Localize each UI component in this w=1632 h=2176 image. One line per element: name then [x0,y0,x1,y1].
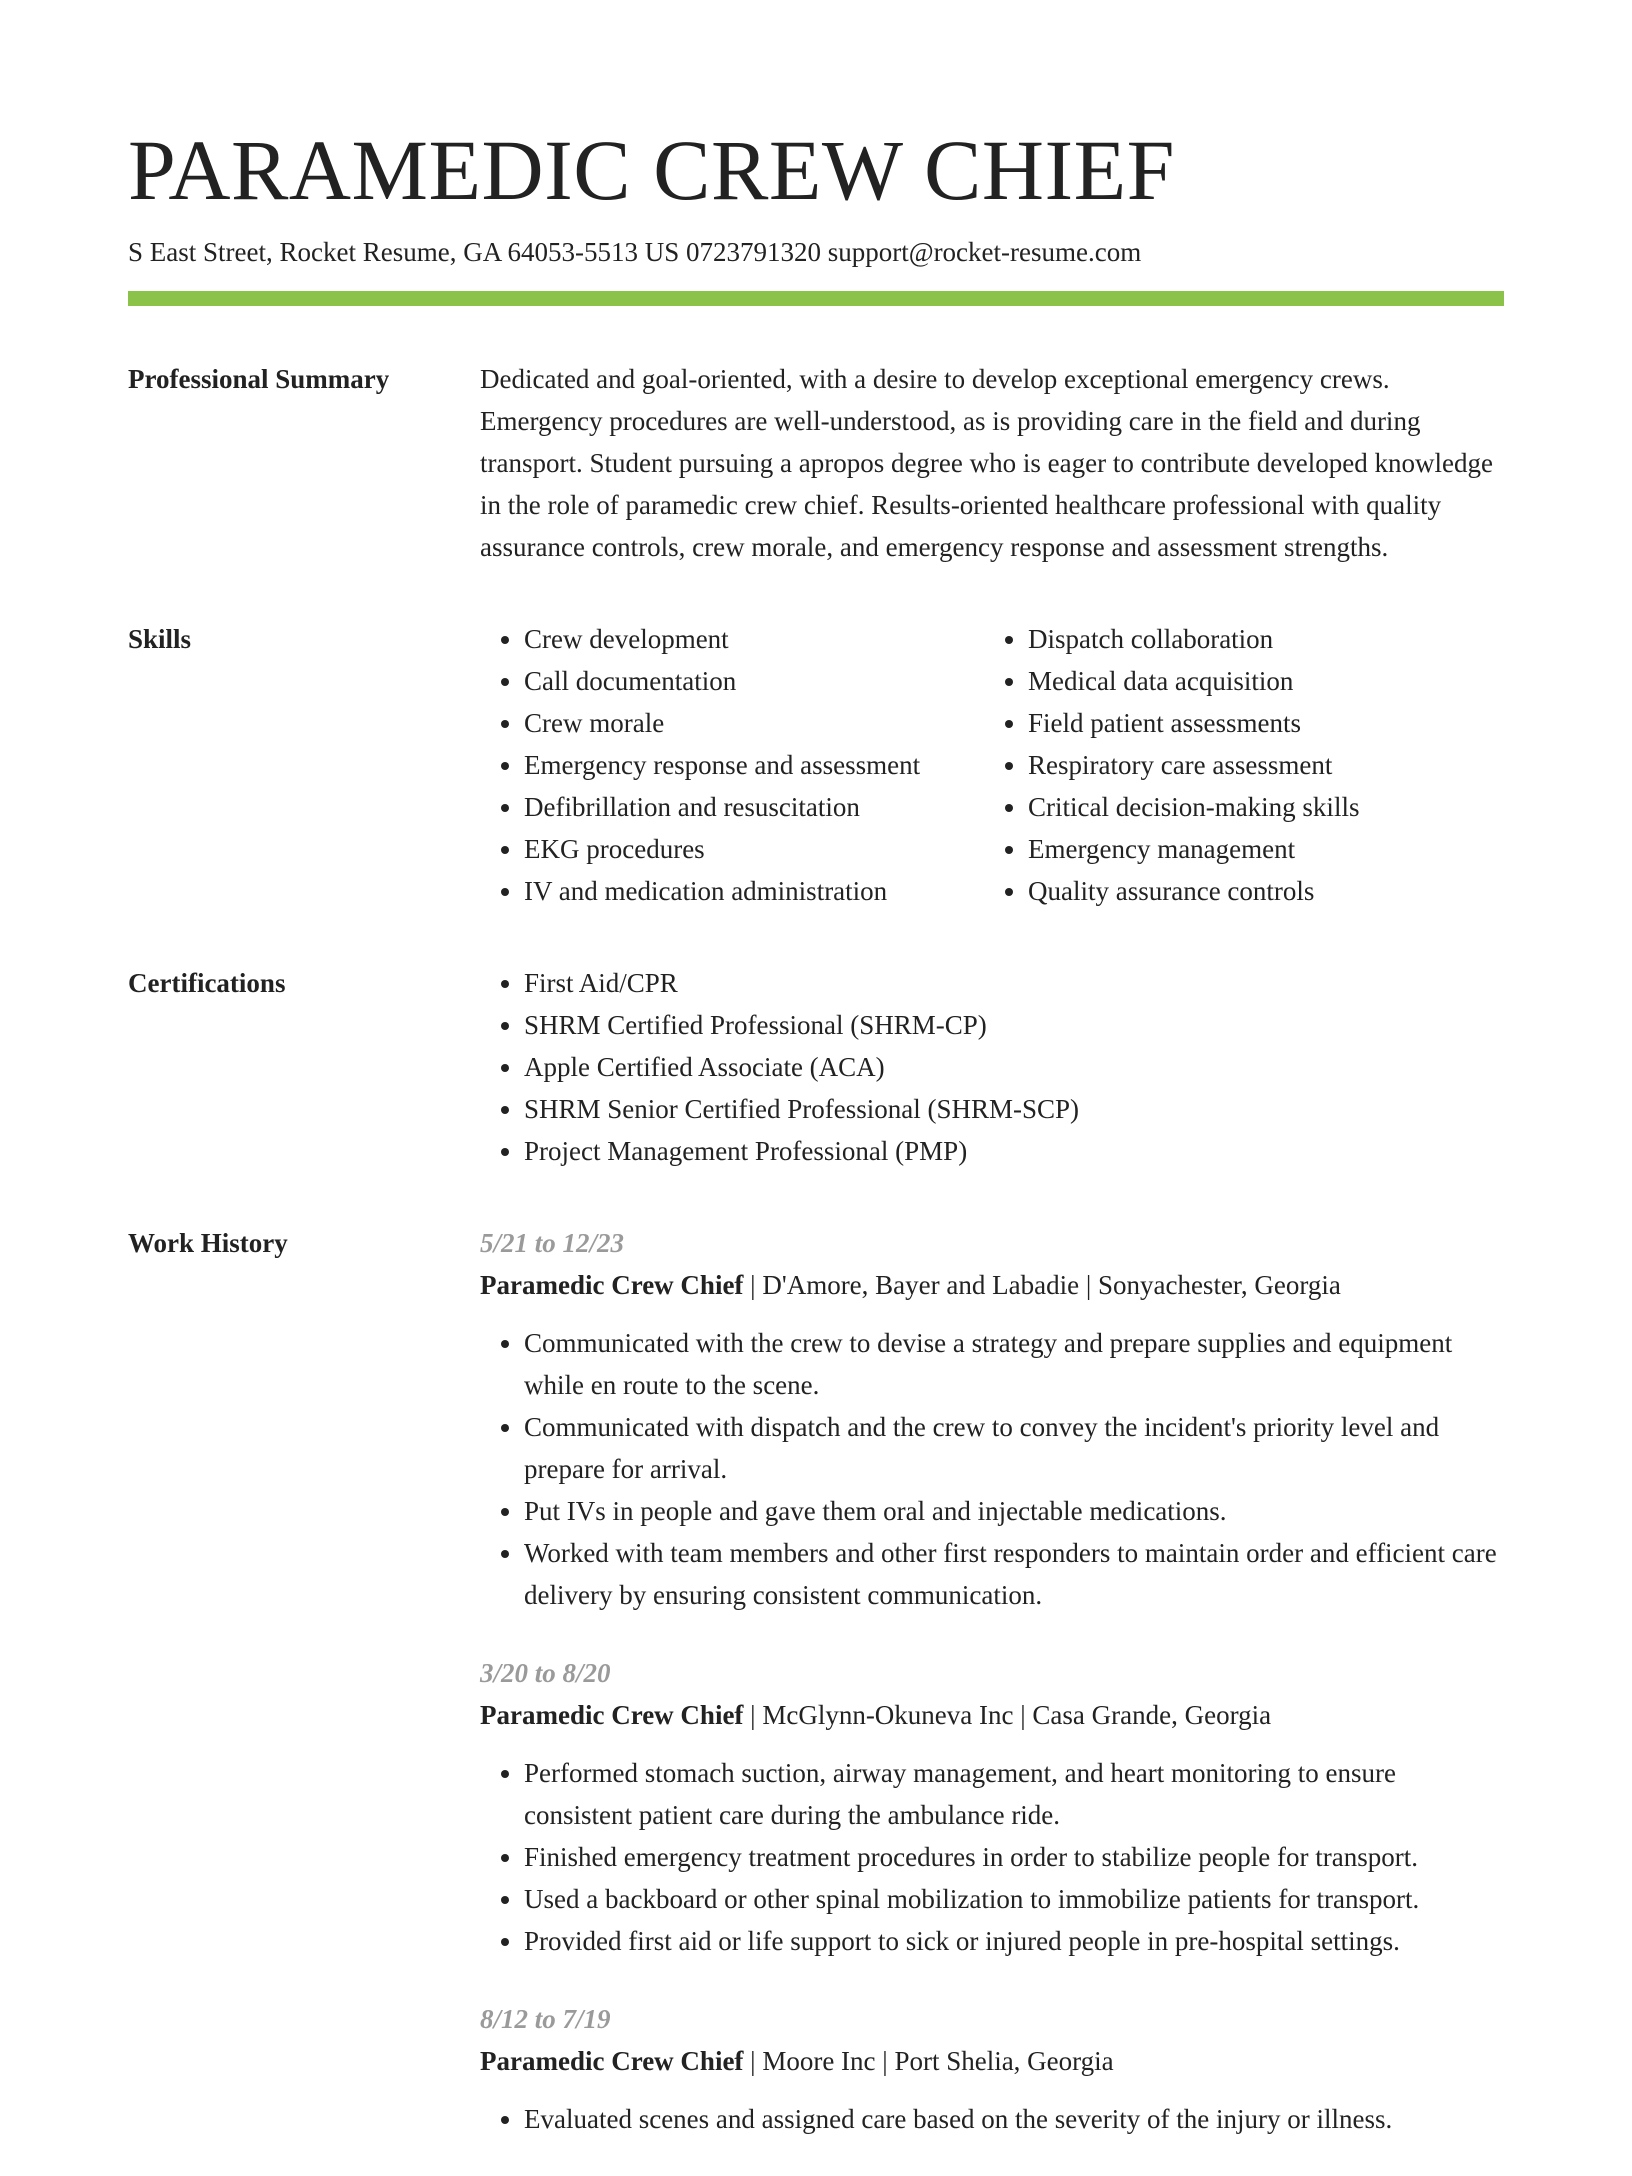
certification-item: • Project Management Professional (PMP) [524,1130,1504,1172]
summary-text: Dedicated and goal-oriented, with a desire to develop exceptional emergency crews. Emergency procedures are well-understood, as is providing care in the field and during transport. Student pursuing a apropos degree who is eager to contribute developed knowledge in the role of paramedic crew chief. Results-oriented healthcare professional with quality assurance controls, crew morale, and emergency response and assessment strengths. [480,364,1493,562]
certification-item: • First Aid/CPR [524,962,1504,1004]
skill-item: • Dispatch collaboration [1028,618,1504,660]
skills-list-right [984,618,1504,912]
skill-item: • Field patient assessments [1028,702,1504,744]
section-label-work-history: Work History [128,1228,288,1258]
certification-item: • SHRM Senior Certified Professional (SHRM-SCP) [524,1088,1504,1130]
job-bullets [480,2098,1504,2140]
job-bullet: • Performed stomach suction, airway management, and heart monitoring to ensure consistent patient care during the ambulance ride. [524,1752,1504,1836]
skill-item: • Medical data acquisition [1028,660,1504,702]
skill-item: • Respiratory care assessment [1028,744,1504,786]
job-details: | Moore Inc | Port Shelia, Georgia [743,2046,1114,2076]
skill-item: • Quality assurance controls [1028,870,1504,912]
resume-title: PARAMEDIC CREW CHIEF [128,122,1175,218]
job-entry [480,1652,1504,1962]
job-bullet: • Worked with team members and other first responders to maintain order and efficient care delivery by ensuring consistent communication. [524,1532,1504,1616]
job-bullet: • Communicated with dispatch and the crew to convey the incident's priority level and prepare for arrival. [524,1406,1504,1490]
job-dates: 3/20 to 8/20 [480,1658,611,1688]
skill-item: • Emergency response and assessment [524,744,984,786]
job-bullet: • Used a backboard or other spinal mobilization to immobilize patients for transport. [524,1878,1504,1920]
job-title: Paramedic Crew Chief [480,2046,744,2076]
job-bullet: • Communicated with the crew to devise a strategy and prepare supplies and equipment while en route to the scene. [524,1322,1504,1406]
skill-item: • Defibrillation and resuscitation [524,786,984,828]
certifications-list [480,962,1504,1172]
job-title: Paramedic Crew Chief [480,1270,744,1300]
job-heading [480,1694,1504,1736]
job-entry [480,1998,1504,2140]
certifications-section [128,962,1504,1172]
job-bullet: • Finished emergency treatment procedures in order to stabilize people for transport. [524,1836,1504,1878]
job-details: | McGlynn-Okuneva Inc | Casa Grande, Georgia [743,1700,1272,1730]
certification-item: • Apple Certified Associate (ACA) [524,1046,1504,1088]
section-label-certifications: Certifications [128,968,286,998]
skill-item: • Emergency management [1028,828,1504,870]
certification-item: • SHRM Certified Professional (SHRM-CP) [524,1004,1504,1046]
skill-item: • EKG procedures [524,828,984,870]
job-entry [480,1222,1504,1616]
skills-section [128,618,1504,912]
job-details: | D'Amore, Bayer and Labadie | Sonyachester, Georgia [743,1270,1341,1300]
work-history-section [128,1222,1504,2176]
job-dates: 8/12 to 7/19 [480,2004,611,2034]
job-heading [480,2040,1504,2082]
contact-line: S East Street, Rocket Resume, GA 64053-5513 US 0723791320 support@rocket-resume.com [128,237,1142,267]
job-bullets [480,1752,1504,1962]
job-bullets [480,1322,1504,1616]
skill-item: • Crew morale [524,702,984,744]
job-title: Paramedic Crew Chief [480,1700,744,1730]
job-heading [480,1264,1504,1306]
section-label-skills: Skills [128,624,192,654]
job-dates: 5/21 to 12/23 [480,1228,625,1258]
summary-section [128,358,1504,568]
skill-item: • IV and medication administration [524,870,984,912]
section-label-summary: Professional Summary [128,364,390,394]
skill-item: • Crew development [524,618,984,660]
header-divider [128,291,1504,306]
skills-list-left [480,618,984,912]
job-bullet: • Evaluated scenes and assigned care based on the severity of the injury or illness. [524,2098,1504,2140]
skill-item: • Call documentation [524,660,984,702]
skill-item: • Critical decision-making skills [1028,786,1504,828]
job-bullet: • Provided first aid or life support to sick or injured people in pre-hospital settings. [524,1920,1504,1962]
job-bullet: • Put IVs in people and gave them oral and injectable medications. [524,1490,1504,1532]
